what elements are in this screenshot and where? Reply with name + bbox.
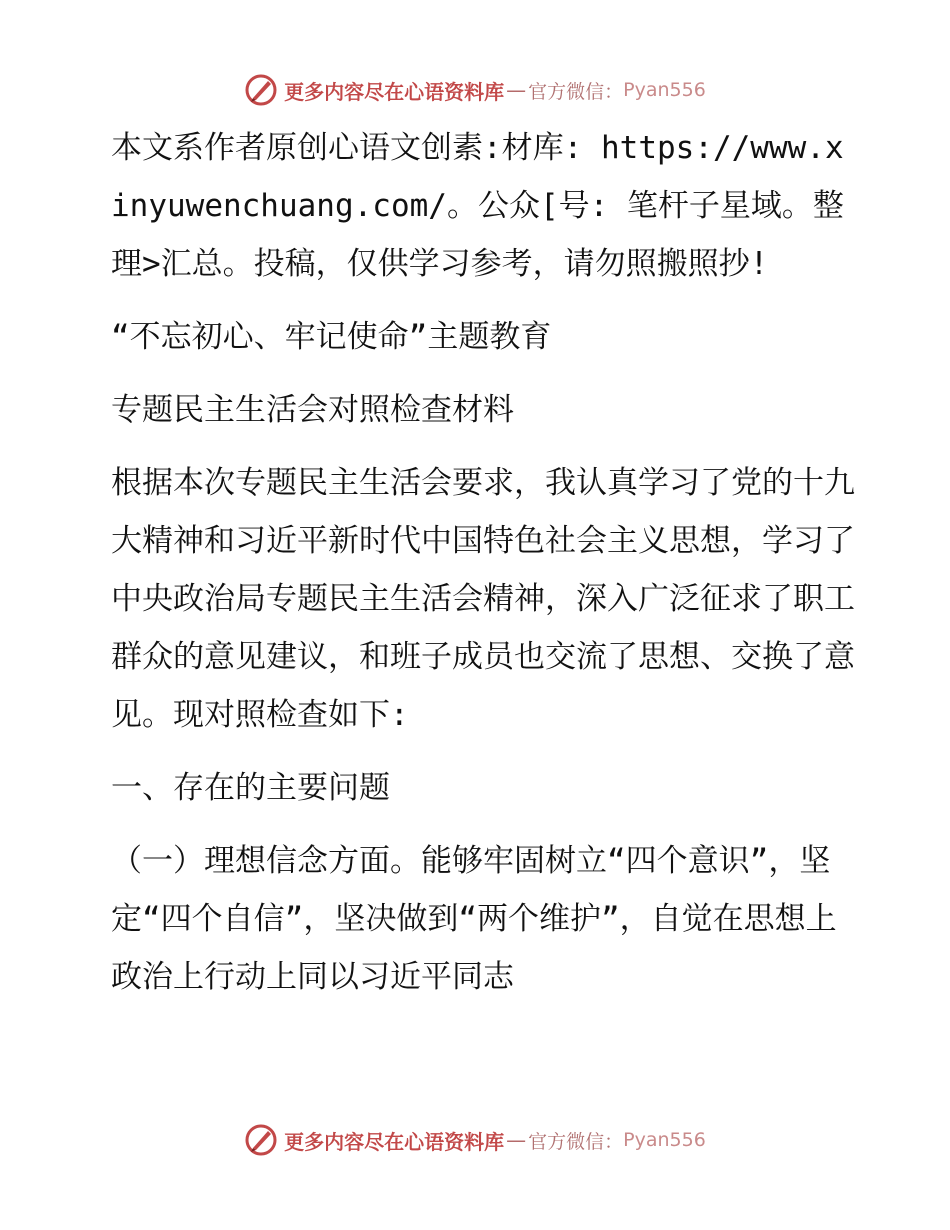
- banner-title: 更多内容尽在心语资料库: [284, 1129, 505, 1154]
- document-body: [97, 119, 857, 1021]
- quill-pen-logo-icon: [244, 73, 278, 107]
- document-title-line2: 专题民主生活会对照检查材料: [111, 392, 514, 428]
- section-paragraph: （一）理想信念方面。能够牢固树立“四个意识”，坚定“四个自信”，坚决做到“两个维护”，自觉在思想上政治上行动上同以习近平同志: [111, 843, 837, 995]
- banner-wechat-id: Pyan556: [623, 1129, 706, 1151]
- body-paragraph: 根据本次专题民主生活会要求，我认真学习了党的十九大精神和习近平新时代中国特色社会主义思想，学习了中央政治局专题民主生活会精神，深入广泛征求了职工群众的意见建议，和班子成员也交流了思想、交换了意见。现对照检查如下:: [111, 465, 855, 733]
- intro-paragraph: 本文系作者原创心语文创素:材库: https://www.xinyuwenchuang.com/。公众[号: 笔杆子星域。整理>汇总。投稿，仅供学习参考，请勿照搬照抄!: [111, 130, 844, 282]
- banner-wechat-label: 官方微信：: [528, 1130, 624, 1153]
- banner-dash: —: [506, 1128, 527, 1152]
- banner-wechat-label: 官方微信：: [528, 80, 624, 103]
- section-heading: 一、存在的主要问题: [111, 770, 390, 806]
- banner-wechat-id: Pyan556: [623, 79, 706, 101]
- header-banner: [0, 70, 950, 110]
- banner-title: 更多内容尽在心语资料库: [284, 79, 505, 104]
- banner-dash: —: [506, 78, 527, 102]
- quill-pen-logo-icon: [244, 1123, 278, 1157]
- footer-banner: [0, 1120, 950, 1160]
- document-title-line1: “不忘初心、牢记使命”主题教育: [111, 319, 552, 355]
